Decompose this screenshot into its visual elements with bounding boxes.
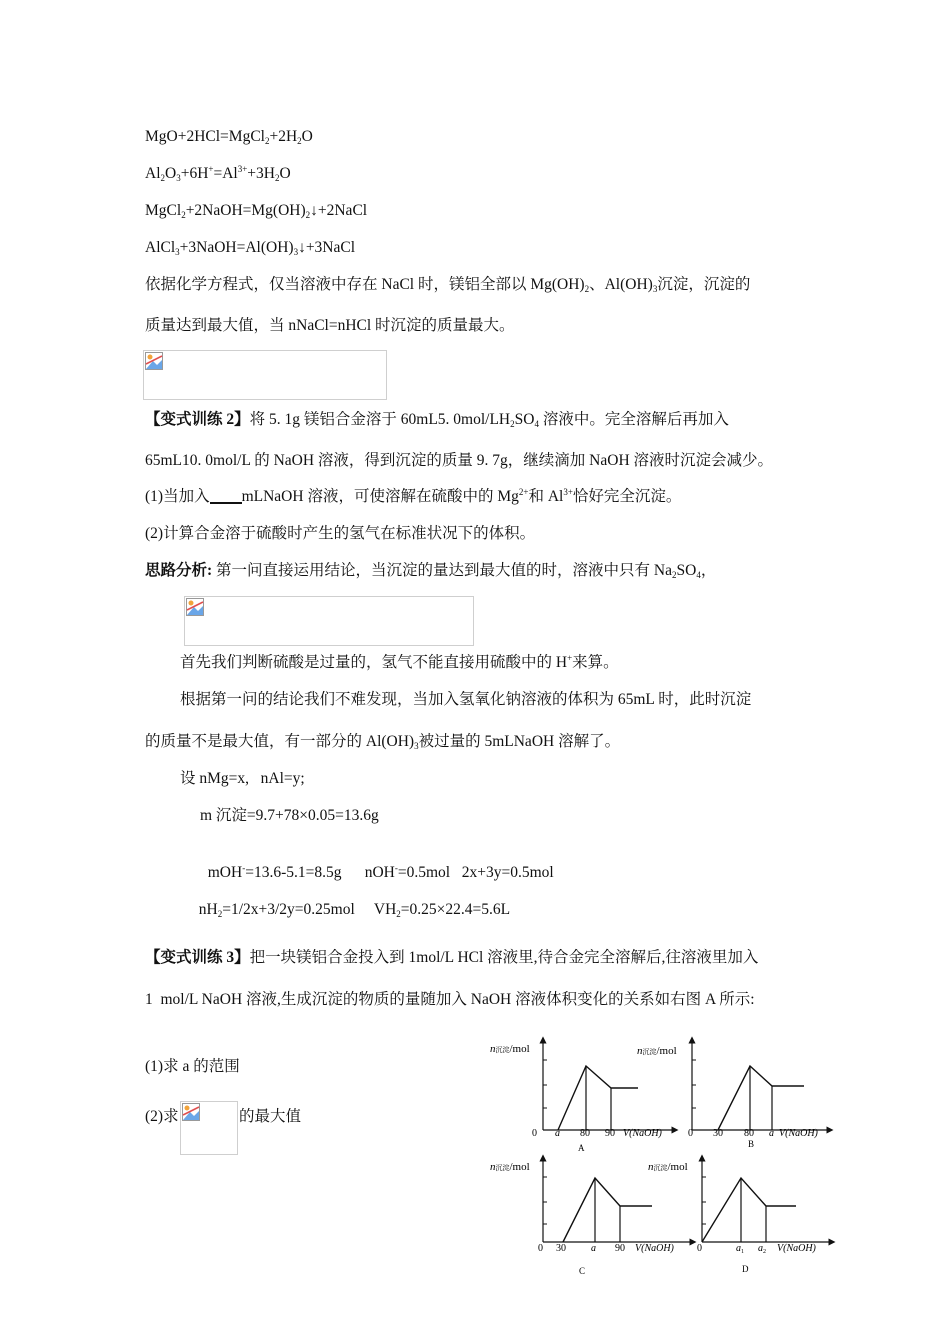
graph-c-tick-30: 30 [556,1243,566,1254]
graph-c-xlabel: V(NaOH) [635,1243,674,1254]
analysis-label: 思路分析: [145,562,213,579]
solution-step-4: 设 nMg=x, nAl=y; [180,770,305,787]
equation-mgcl2-naoh: $MgCl_2+2NaOH=Mg(OH)_2↓+2NaCl$ [145,202,368,220]
broken-image-icon [186,598,204,616]
graph-a-tick-90: 90 [605,1128,615,1139]
graph-c-curve [563,1178,652,1242]
equation-mgo-hcl: $MgO+2HCl=MgCl_2+2H_2O$ [145,128,313,146]
exercise-3-question-2-suffix: 的最大值 [239,1108,302,1125]
exercise-2-question-2: (2)计算合金溶于硫酸时产生的氢气在标准状况下的体积。 [145,525,536,542]
graph-d-tick-a1: $a_1$ [736,1243,744,1255]
broken-image-icon [145,352,163,370]
exercise-3-question-1: (1)求 a 的范围 [145,1058,240,1075]
exercise-2-line-1: 【变式训练 2】将 5. 1g 镁铝合金溶于 60mL5. $0mol/LH_2SO_4$ 溶液中。完全溶解后再加入 [145,411,729,429]
graph-c [490,1158,693,1276]
solution-step-5: m 沉淀=9.7+78×0.05=13.6g [200,807,379,824]
exercise-2-question-1: (1)当加入 mLNaOH 溶液，可使溶解在硫酸中的 $Mg^{2+}$和 $Al^{3+}$恰好完全沉淀。 [145,487,682,505]
graph-c-tick-a: a [591,1243,596,1254]
graph-a-xlabel: V(NaOH) [623,1128,662,1139]
graph-a-tick-a: a [555,1128,560,1139]
graph-d-tick-0: 0 [697,1243,702,1254]
graph-a-tick-0: 0 [532,1128,537,1139]
graph-c-tick-0: 0 [538,1243,543,1254]
solution-step-7: $nH_2=1/2x+3/2y=0.25mol$ $VH_2=0.25\times 22.4=5.6L$ [198,901,511,919]
graph-d-curve [702,1178,796,1242]
solution-step-2: 根据第一问的结论我们不难发现，当加入氢氧化钠溶液的体积为 65mL 时，此时沉淀 [180,691,752,708]
graph-b [637,1040,830,1149]
exercise-3-question-2-prefix: (2)求 [145,1108,179,1125]
graph-b-xlabel: V(NaOH) [779,1128,818,1139]
graph-b-name: B [748,1139,755,1149]
graph-b-tick-80: 80 [744,1128,754,1139]
graph-d-ylabel: n沉淀/mol [648,1161,688,1173]
solution-step-3: 的质量不是最大值，有一部分的 $Al(OH)_3$被过量的 5mLNaOH 溶解了。 [145,733,621,751]
graph-b-ylabel: n沉淀/mol [637,1045,677,1057]
equation-al2o3-h: $Al_2O_3+6H^+=Al^{3+}+3H_2O$ [145,164,291,183]
graph-b-tick-30: 30 [713,1128,723,1139]
graph-c-ylabel: n沉淀/mol [490,1161,530,1173]
analysis-line: 思路分析: 第一问直接运用结论，当沉淀的量达到最大值的时，溶液中只有 $Na_2SO_4$， [145,562,717,580]
graph-a-name: A [578,1143,585,1153]
solution-step-6: mOH-=13.6-5.1=8.5g nOH-=0.5mol 2x+3y=0.5mol [207,863,554,881]
exercise-3-line-1: 【变式训练 3】把一块镁铝合金投入到 1mol/L HCl 溶液里,待合金完全溶解后,往溶液里加入 [145,949,759,966]
exercise-2-line-2: 65mL10. 0mol/L 的 NaOH 溶液，得到沉淀的质量 9. 7g，继续滴加 NaOH 溶液时沉淀会减少。 [145,452,774,469]
graph-d [648,1158,832,1274]
broken-image-placeholder [143,350,387,400]
graph-b-tick-a: a [769,1128,774,1139]
graph-c-tick-90: 90 [615,1243,625,1254]
figure-panel [480,1030,850,1280]
paragraph-conclusion-2: 质量达到最大值，当 nNaCl=nHCl 时沉淀的质量最大。 [145,317,515,334]
graph-d-xlabel: V(NaOH) [777,1243,816,1254]
graph-a-curve [558,1066,638,1130]
graph-b-curve [718,1066,804,1130]
equation-alcl3-naoh: $AlCl_3+3NaOH=Al(OH)_3↓+3NaCl$ [145,239,356,257]
graph-d-name: D [742,1264,749,1274]
graph-b-tick-0: 0 [688,1128,693,1139]
broken-image-placeholder [180,1101,238,1155]
exercise-2-label: 【变式训练 2】 [145,411,250,428]
answer-blank [210,488,242,504]
paragraph-conclusion-1: 依据化学方程式，仅当溶液中存在 NaCl 时，镁铝全部以 $Mg(OH)_2$、$Al(OH)_3$沉淀，沉淀的 [145,276,751,294]
exercise-3-line-2: 1 mol/L NaOH 溶液,生成沉淀的物质的量随加入 NaOH 溶液体积变化的关系如右图 A 所示: [145,991,755,1008]
broken-image-placeholder [184,596,474,646]
graph-a-ylabel: n沉淀/mol [490,1043,530,1055]
solution-step-1: 首先我们判断硫酸是过量的，氢气不能直接用硫酸中的 H+来算。 [180,653,619,671]
broken-image-icon [182,1103,200,1121]
graph-d-tick-a2: $a_2$ [758,1243,766,1255]
graph-c-name: C [579,1266,586,1276]
graph-a-tick-80: 80 [580,1128,590,1139]
exercise-3-label: 【变式训练 3】 [145,949,250,966]
graph-a [490,1040,675,1153]
